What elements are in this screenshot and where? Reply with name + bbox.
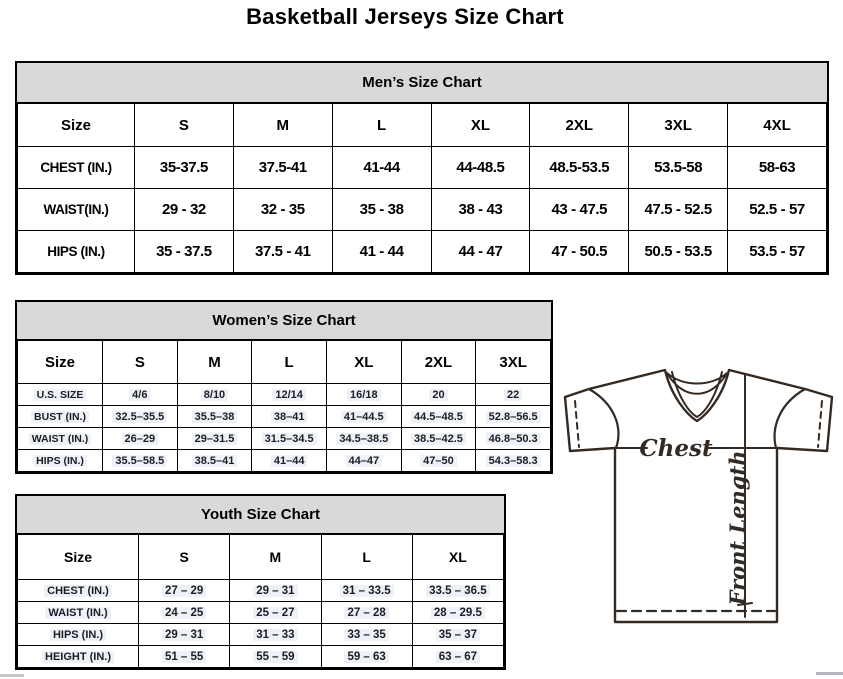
- measurement-value-cell: [401, 406, 476, 428]
- size-col-header-cell-text: 2XL: [565, 116, 594, 134]
- measurement-value-cell-text: 37.5 - 41: [254, 243, 311, 260]
- measurement-value-cell: [332, 147, 431, 189]
- measurement-value-cell: [139, 602, 230, 624]
- size-col-header-cell: [139, 535, 230, 580]
- size-col-header-cell-text: 3XL: [664, 116, 692, 134]
- measurement-value-cell: [530, 231, 629, 273]
- scrollbar-fragment-right[interactable]: [816, 672, 843, 675]
- measurement-value-cell: [401, 450, 476, 472]
- measurement-value-cell-text: 22: [504, 389, 522, 401]
- measurement-label-cell: [18, 428, 103, 450]
- measurement-row: [18, 580, 504, 602]
- measurement-value-cell-text: 51 – 55: [162, 651, 206, 663]
- measurement-value-cell: [321, 580, 412, 602]
- measurement-value-cell: [177, 384, 252, 406]
- size-col-header-cell: [476, 341, 551, 384]
- measurement-value-cell: [412, 624, 503, 646]
- measurement-label-cell-text: CHEST (IN.): [44, 585, 112, 597]
- measurement-value-cell: [135, 189, 234, 231]
- measurement-value-cell: [326, 428, 401, 450]
- measurement-value-cell-text: 44.5–48.5: [411, 411, 466, 423]
- measurement-value-cell: [412, 646, 503, 668]
- measurement-value-cell-text: 55 – 59: [253, 651, 297, 663]
- jersey-measurement-diagram: [555, 360, 843, 640]
- size-col-header-cell: [321, 535, 412, 580]
- measurement-value-cell: [401, 428, 476, 450]
- measurement-label-cell: [18, 646, 139, 668]
- measurement-value-cell-text: 48.5-53.5: [549, 159, 610, 176]
- measurement-value-cell: [233, 231, 332, 273]
- measurement-value-cell-text: 47–50: [420, 455, 457, 467]
- measurement-value-cell-text: 29–31.5: [192, 433, 238, 445]
- front-length-label: Front Length: [725, 450, 750, 606]
- measurement-row: [18, 450, 551, 472]
- measurement-value-cell-text: 12/14: [272, 389, 306, 401]
- measurement-row: [18, 406, 551, 428]
- measurement-label-cell-text: WAIST (IN.): [45, 607, 110, 619]
- measurement-value-cell-text: 35 - 38: [359, 201, 404, 218]
- size-col-header-cell-text: 2XL: [424, 353, 453, 371]
- measurement-value-cell: [177, 450, 252, 472]
- measurement-value-cell: [139, 646, 230, 668]
- size-col-header-cell: [233, 104, 332, 147]
- measurement-value-cell: [332, 189, 431, 231]
- measurement-label-cell: [18, 602, 139, 624]
- measurement-value-cell-text: 16/18: [347, 389, 381, 401]
- measurement-value-cell-text: 35 - 37.5: [156, 243, 212, 260]
- measurement-value-cell-text: 35.5–38: [192, 411, 238, 423]
- measurement-value-cell-text: 31 – 33: [253, 629, 297, 641]
- measurement-value-cell-text: 33.5 – 36.5: [426, 585, 490, 597]
- mens-size-chart-section: [15, 61, 829, 275]
- size-col-header-cell-text: M: [276, 116, 290, 134]
- measurement-value-cell: [103, 384, 178, 406]
- scrollbar-fragment-left[interactable]: [0, 674, 24, 677]
- measurement-value-cell: [103, 450, 178, 472]
- size-col-header-cell: [230, 535, 321, 580]
- measurement-label-cell: [18, 189, 135, 231]
- measurement-value-cell-text: 47.5 - 52.5: [644, 201, 712, 218]
- measurement-value-cell-text: 25 – 27: [253, 607, 297, 619]
- measurement-label-cell: [18, 231, 135, 273]
- measurement-label-cell-text: BUST (IN.): [31, 411, 89, 423]
- measurement-value-cell-text: 32 - 35: [260, 201, 305, 218]
- measurement-value-cell: [321, 624, 412, 646]
- measurement-row: [18, 624, 504, 646]
- youth-size-chart-title: Youth Size Chart: [17, 496, 504, 534]
- measurement-value-cell-text: 47 - 50.5: [551, 243, 608, 260]
- measurement-value-cell-text: 38.5–41: [192, 455, 238, 467]
- measurement-value-cell: [431, 147, 530, 189]
- measurement-value-cell: [177, 428, 252, 450]
- measurement-label-cell-text: HIPS (IN.): [33, 455, 87, 467]
- measurement-value-cell: [230, 602, 321, 624]
- measurement-value-cell: [139, 580, 230, 602]
- measurement-value-cell: [431, 189, 530, 231]
- measurement-row: [18, 189, 827, 231]
- measurement-value-cell-text: 37.5-41: [258, 159, 307, 176]
- measurement-value-cell-text: 41-44: [363, 159, 400, 176]
- size-col-header-cell-text: L: [377, 116, 387, 134]
- measurement-value-cell-text: 38.5–42.5: [411, 433, 466, 445]
- size-col-header-cell-text: XL: [354, 353, 374, 371]
- measurement-value-cell-text: 58-63: [758, 159, 796, 176]
- size-col-header-cell: [332, 104, 431, 147]
- size-col-header-cell: [629, 104, 728, 147]
- size-label-cell-text: Size: [60, 116, 91, 134]
- measurement-label-cell-text: HIPS (IN.): [47, 244, 105, 259]
- measurement-value-cell-text: 8/10: [201, 389, 228, 401]
- size-header-row: [18, 535, 504, 580]
- measurement-value-cell: [476, 450, 551, 472]
- measurement-value-cell: [135, 231, 234, 273]
- size-header-row: [18, 341, 551, 384]
- measurement-value-cell-text: 26–29: [122, 433, 159, 445]
- measurement-value-cell: [321, 602, 412, 624]
- measurement-label-cell: [18, 580, 139, 602]
- measurement-row: [18, 147, 827, 189]
- size-col-header-cell-text: S: [179, 549, 189, 565]
- size-col-header-cell-text: 3XL: [499, 353, 527, 371]
- measurement-value-cell-text: 4/6: [129, 389, 150, 401]
- measurement-value-cell: [326, 384, 401, 406]
- measurement-value-cell: [431, 231, 530, 273]
- measurement-label-cell: [18, 624, 139, 646]
- measurement-value-cell-text: 44-48.5: [456, 159, 505, 176]
- size-col-header-cell-text: S: [134, 353, 145, 371]
- measurement-value-cell: [233, 189, 332, 231]
- size-label-cell: [18, 104, 135, 147]
- size-col-header-cell: [177, 341, 252, 384]
- measurement-value-cell-text: 43 - 47.5: [551, 201, 608, 218]
- youth-size-chart-section: [15, 494, 506, 670]
- measurement-value-cell: [252, 406, 327, 428]
- measurement-value-cell-text: 29 - 32: [161, 201, 206, 218]
- measurement-value-cell: [412, 580, 503, 602]
- measurement-value-cell: [332, 231, 431, 273]
- measurement-value-cell: [230, 624, 321, 646]
- size-col-header-cell: [103, 341, 178, 384]
- measurement-label-cell-text: HIPS (IN.): [50, 629, 106, 641]
- measurement-value-cell-text: 32.5–35.5: [112, 411, 167, 423]
- size-col-header-cell-text: XL: [470, 116, 491, 134]
- measurement-value-cell-text: 38–41: [271, 411, 308, 423]
- measurement-value-cell: [230, 580, 321, 602]
- measurement-value-cell-text: 28 – 29.5: [431, 607, 485, 619]
- measurement-label-cell: [18, 147, 135, 189]
- measurement-value-cell-text: 38 - 43: [458, 201, 503, 218]
- measurement-value-cell-text: 41 - 44: [359, 243, 404, 260]
- measurement-value-cell: [252, 428, 327, 450]
- size-label-cell: [18, 535, 139, 580]
- measurement-value-cell-text: 44 - 47: [458, 243, 503, 260]
- measurement-value-cell: [728, 231, 827, 273]
- measurement-value-cell-text: 24 – 25: [162, 607, 206, 619]
- size-header-row: [18, 104, 827, 147]
- measurement-value-cell-text: 46.8–50.3: [486, 433, 541, 445]
- measurement-row: [18, 384, 551, 406]
- measurement-value-cell-text: 52.8–56.5: [486, 411, 541, 423]
- mens-size-chart-title: Men’s Size Chart: [17, 63, 827, 103]
- measurement-value-cell-text: 31 – 33.5: [340, 585, 394, 597]
- measurement-value-cell: [728, 189, 827, 231]
- measurement-value-cell-text: 53.5 - 57: [749, 243, 805, 260]
- jersey-outline-shape: [565, 370, 832, 622]
- measurement-value-cell-text: 53.5-58: [654, 159, 703, 176]
- size-label-cell-text: Size: [63, 549, 92, 565]
- size-col-header-cell-text: 4XL: [763, 116, 791, 134]
- size-col-header-cell-text: XL: [448, 549, 467, 565]
- measurement-value-cell: [252, 384, 327, 406]
- measurement-label-cell-text: WAIST(IN.): [43, 202, 109, 217]
- measurement-value-cell: [321, 646, 412, 668]
- measurement-label-cell-text: HEIGHT (IN.): [42, 651, 114, 663]
- size-label-cell: [18, 341, 103, 384]
- measurement-value-cell-text: 35 – 37: [436, 629, 480, 641]
- measurement-value-cell: [728, 147, 827, 189]
- measurement-label-cell: [18, 450, 103, 472]
- measurement-value-cell: [412, 602, 503, 624]
- measurement-value-cell-text: 44–47: [346, 455, 383, 467]
- measurement-value-cell: [401, 384, 476, 406]
- size-col-header-cell: [326, 341, 401, 384]
- measurement-value-cell-text: 35-37.5: [159, 159, 208, 176]
- measurement-value-cell: [103, 428, 178, 450]
- measurement-value-cell: [252, 450, 327, 472]
- measurement-row: [18, 646, 504, 668]
- measurement-value-cell-text: 34.5–38.5: [336, 433, 391, 445]
- womens-size-chart-title: Women’s Size Chart: [17, 302, 551, 340]
- measurement-row: [18, 602, 504, 624]
- measurement-value-cell: [135, 147, 234, 189]
- measurement-value-cell-text: 63 – 67: [436, 651, 480, 663]
- measurement-value-cell: [326, 406, 401, 428]
- measurement-value-cell-text: 41–44.5: [341, 411, 387, 423]
- youth-size-table: [17, 534, 504, 668]
- measurement-value-cell-text: 59 – 63: [344, 651, 388, 663]
- measurement-value-cell: [139, 624, 230, 646]
- measurement-value-cell-text: 29 – 31: [253, 585, 297, 597]
- measurement-value-cell: [476, 428, 551, 450]
- size-col-header-cell: [431, 104, 530, 147]
- measurement-label-cell-text: WAIST (IN.): [29, 433, 92, 445]
- measurement-label-cell: [18, 406, 103, 428]
- womens-size-table: [17, 340, 551, 472]
- measurement-value-cell: [530, 147, 629, 189]
- size-col-header-cell-text: L: [362, 549, 371, 565]
- measurement-value-cell: [233, 147, 332, 189]
- measurement-value-cell: [476, 384, 551, 406]
- measurement-value-cell: [629, 189, 728, 231]
- measurement-value-cell-text: 33 – 35: [344, 629, 388, 641]
- measurement-value-cell: [177, 406, 252, 428]
- measurement-row: [18, 231, 827, 273]
- size-col-header-cell: [530, 104, 629, 147]
- measurement-value-cell-text: 27 – 28: [344, 607, 388, 619]
- size-col-header-cell: [401, 341, 476, 384]
- mens-size-table: [17, 103, 827, 273]
- size-label-cell-text: Size: [44, 353, 75, 371]
- measurement-value-cell-text: 41–44: [271, 455, 308, 467]
- chest-label: Chest: [639, 435, 713, 462]
- measurement-value-cell: [103, 406, 178, 428]
- measurement-label-cell: [18, 384, 103, 406]
- size-col-header-cell-text: L: [284, 353, 294, 371]
- page-title: Basketball Jerseys Size Chart: [246, 4, 564, 29]
- measurement-value-cell-text: 31.5–34.5: [262, 433, 317, 445]
- size-col-header-cell-text: M: [208, 353, 221, 371]
- measurement-value-cell-text: 35.5–58.5: [112, 455, 167, 467]
- measurement-value-cell-text: 20: [429, 389, 447, 401]
- size-col-header-cell: [252, 341, 327, 384]
- womens-size-chart-section: [15, 300, 553, 474]
- measurement-value-cell-text: 54.3–58.3: [486, 455, 541, 467]
- measurement-label-cell-text: CHEST (IN.): [40, 160, 112, 175]
- measurement-value-cell-text: 27 – 29: [162, 585, 206, 597]
- measurement-value-cell: [326, 450, 401, 472]
- measurement-value-cell: [476, 406, 551, 428]
- measurement-value-cell: [629, 231, 728, 273]
- measurement-value-cell: [230, 646, 321, 668]
- measurement-row: [18, 428, 551, 450]
- size-col-header-cell-text: S: [178, 116, 189, 134]
- measurement-value-cell-text: 29 – 31: [162, 629, 206, 641]
- measurement-label-cell-text: U.S. SIZE: [34, 389, 87, 401]
- size-col-header-cell: [728, 104, 827, 147]
- measurement-value-cell: [629, 147, 728, 189]
- measurement-value-cell-text: 50.5 - 53.5: [644, 243, 712, 260]
- size-col-header-cell-text: M: [269, 549, 282, 565]
- size-col-header-cell: [412, 535, 503, 580]
- size-col-header-cell: [135, 104, 234, 147]
- measurement-value-cell-text: 52.5 - 57: [749, 201, 805, 218]
- measurement-value-cell: [530, 189, 629, 231]
